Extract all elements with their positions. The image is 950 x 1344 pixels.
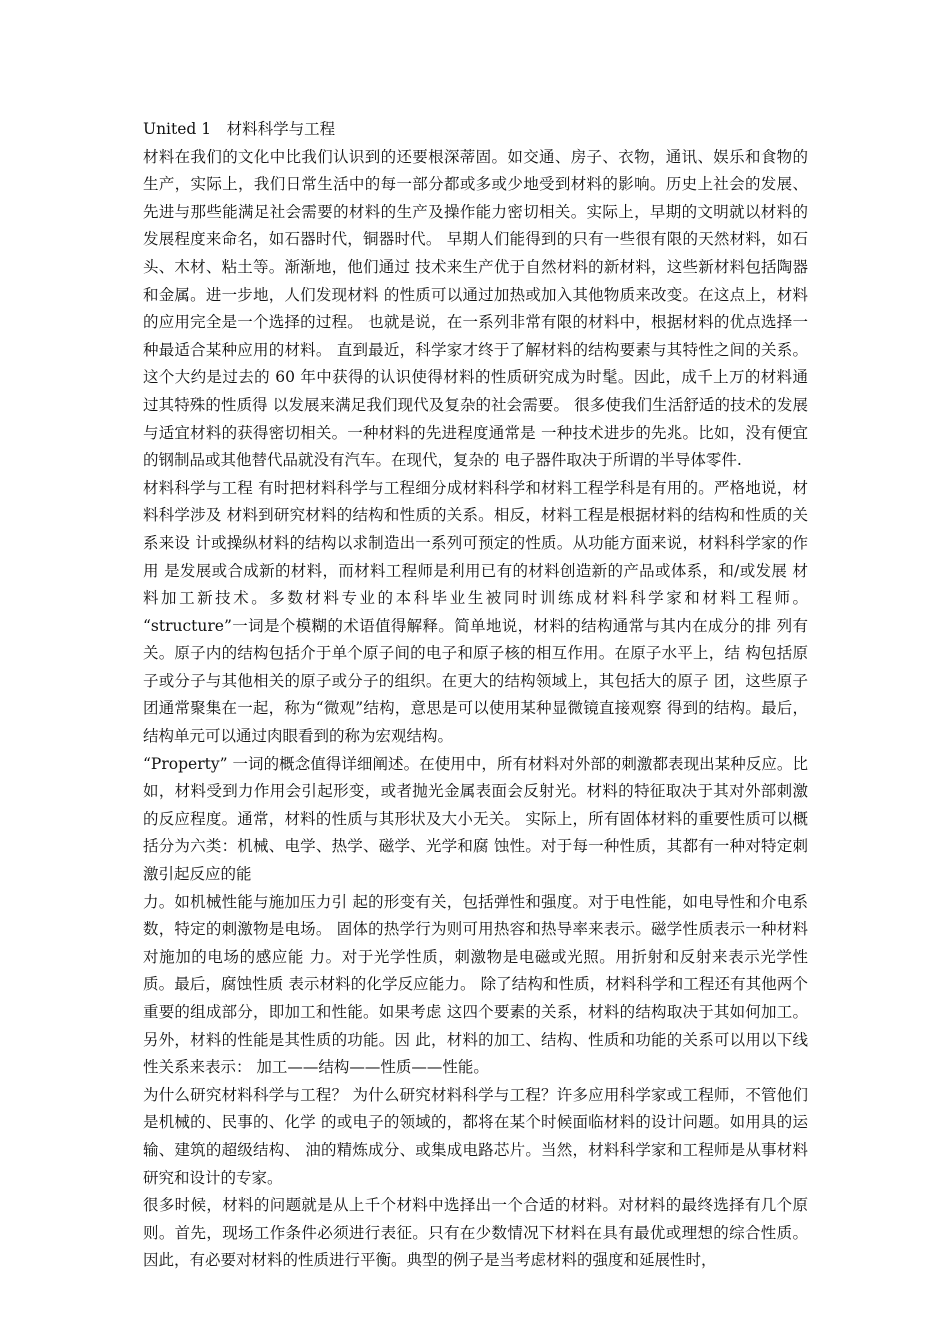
paragraph-property: “Property” 一词的概念值得详细阐述。在使用中，所有材料对外部的刺激都表现出某种反应。比如，材料受到力作用会引起形变，或者抛光金属表面会反射光。材料的特征取决于其对外部刺激的反应程度。通常，材料的性质与其形状及大小无关。 实际上，所有固体材料的重要性质可以概括分为六类：机械、电学、热学、磁学、光学和腐 蚀性。对于每一种性质，其都有一种对特定刺激引起反应的能: [143, 754, 808, 884]
paragraph-property-continued: 力。如机械性能与施加压力引 起的形变有关，包括弹性和强度。对于电性能，如电导性和介电系数，特定的刺激物是电场。 固体的热学行为则可用热容和热导率来表示。磁学性质表示一种材料对施加的电场的感应能 力。对于光学性质，刺激物是电磁或光照。用折射和反射来表示光学性质。最后，腐蚀性质 表示材料的化学反应能力。 除了结构和性质，材料科学和工程还有其他两个重要的组成部分，即加工和性能。如果考虑 这四个要素的关系，材料的结构取决于其如何加工。另外，材料的性能是其性质的功能。因 此，材料的加工、结构、性质和功能的关系可以用以下线性关系来表示： 加工——结构——性质——性能。: [143, 892, 808, 1077]
document-page: [143, 116, 808, 1275]
document-title: United 1 材料科学与工程: [143, 120, 336, 138]
paragraph-intro: 材料在我们的文化中比我们认识到的还要根深蒂固。如交通、房子、衣物，通讯、娱乐和食物的生产，实际上，我们日常生活中的每一部分都或多或少地受到材料的影响。历史上社会的发展、先进与那些能满足社会需要的材料的生产及操作能力密切相关。实际上，早期的文明就以材料的发展程度来命名，如石器时代，铜器时代。 早期人们能得到的只有一些很有限的天然材料，如石头、木材、粘土等。渐渐地，他们通过 技术来生产优于自然材料的新材料，这些新材料包括陶器和金属。进一步地，人们发现材料 的性质可以通过加热或加入其他物质来改变。在这点上，材料的应用完全是一个选择的过程。 也就是说，在一系列非常有限的材料中，根据材料的优点选择一种最适合某种应用的材料。 直到最近，科学家才终于了解材料的结构要素与其特性之间的关系。这个大约是过去的 60 年中获得的认识使得材料的性质研究成为时髦。因此，成千上万的材料通过其特殊的性质得 以发展来满足我们现代及复杂的社会需要。 很多使我们生活舒适的技术的发展与适宜材料的获得密切相关。一种材料的先进程度通常是 一种技术进步的先兆。比如，没有便宜的钢制品或其他替代品就没有汽车。在现代，复杂的 电子器件取决于所谓的半导体零件.: [143, 147, 808, 470]
paragraph-material-selection: 很多时候，材料的问题就是从上千个材料中选择出一个合适的材料。对材料的最终选择有几个原则。首先，现场工作条件必须进行表征。只有在少数情况下材料在具有最优或理想的综合性质。因此，有必要对材料的性质进行平衡。典型的例子是当考虑材料的强度和延展性时，: [143, 1196, 808, 1270]
paragraph-science-engineering: 材料科学与工程 有时把材料科学与工程细分成材料科学和材料工程学科是有用的。严格地说，材料科学涉及 材料到研究材料的结构和性质的关系。相反，材料工程是根据材料的结构和性质的关系来设 计或操纵材料的结构以求制造出一系列可预定的性质。从功能方面来说，材料科学家的作用 是发展或合成新的材料，而材料工程师是利用已有的材料创造新的产品或体系，和/或发展 材料加工新技术。多数材料专业的本科毕业生被同时训练成材料科学家和材料工程师。 “structure”一词是个模糊的术语值得解释。简单地说，材料的结构通常与其内在成分的排 列有关。原子内的结构包括介于单个原子间的电子和原子核的相互作用。在原子水平上，结 构包括原子或分子与其他相关的原子或分子的组织。在更大的结构领域上，其包括大的原子 团，这些原子团通常聚集在一起，称为“微观”结构，意思是可以使用某种显微镜直接观察 得到的结构。最后，结构单元可以通过肉眼看到的称为宏观结构。: [143, 478, 808, 746]
paragraph-why-study: 为什么研究材料科学与工程？ 为什么研究材料科学与工程？许多应用科学家或工程师，不管他们是机械的、民事的、化学 的或电子的领域的，都将在某个时候面临材料的设计问题。如用具的运输、建筑的超级结构、 油的精炼成分、或集成电路芯片。当然，材料科学家和工程师是从事材料研究和设计的专家。: [143, 1085, 808, 1187]
